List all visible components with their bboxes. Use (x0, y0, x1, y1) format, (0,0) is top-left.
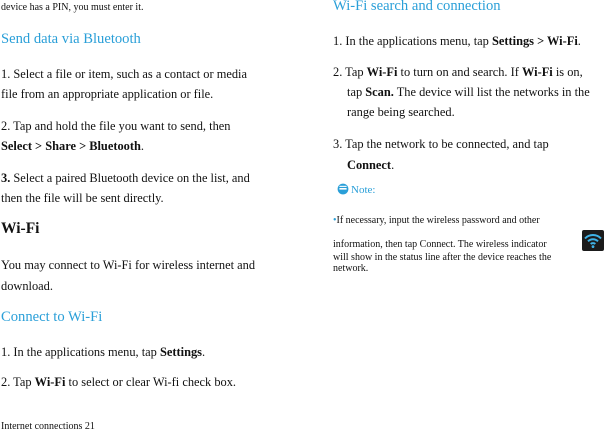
note-line4: network. (333, 263, 369, 274)
search-step1-path: Settings > Wi-Fi (491, 34, 578, 48)
wifi-search-heading: Wi-Fi search and connection (333, 0, 501, 14)
search-step3-line2: Connect. (347, 158, 395, 172)
connect-step2-text: 2. Tap (1, 375, 35, 389)
search-step3-connect: Connect (347, 158, 392, 172)
search-step2-wifi-b: Wi-Fi (521, 65, 553, 79)
search-step1: 1. In the applications menu, tap Settings > Wi-Fi. (333, 34, 581, 48)
search-step2-text-b: to turn on and search. If (397, 65, 522, 79)
search-step2-line1 (333, 62, 583, 82)
note-bullet: • (333, 215, 337, 226)
note-text-1: If necessary, input the wireless password and other (336, 215, 540, 226)
search-step2-tap: tap (347, 85, 366, 99)
connect-step1: 1. In the applications menu, tap Settings. (1, 345, 206, 359)
note-line1 (333, 215, 540, 226)
connect-step2-wifi: Wi-Fi (34, 375, 66, 389)
note-icon (337, 183, 349, 199)
wifi-heading: Wi-Fi (1, 220, 40, 237)
bt-step1-line1: 1. Select a file or item, such as a contact or media (1, 67, 247, 81)
bt-step3-line1 (1, 168, 250, 188)
bt-step3-text: Select a paired Bluetooth device on the list, and (10, 171, 250, 185)
search-step2-text-c: is on, (552, 65, 583, 79)
bt-step2-line1: 2. Tap and hold the file you want to send, then (1, 119, 231, 133)
connect-step1-text: 1. In the applications menu, tap (1, 345, 160, 359)
search-step2-wifi-a: Wi-Fi (366, 65, 398, 79)
page-footer: Internet connections 21 (1, 421, 95, 432)
wifi-intro-line1: You may connect to Wi-Fi for wireless internet and (1, 258, 256, 272)
wifi-indicator-icon (582, 230, 604, 251)
search-step2-text-d: The device will list the networks in the (393, 85, 590, 99)
note-line3: will show in the status line after the device reaches the (333, 252, 552, 263)
search-step1-text: 1. In the applications menu, tap (333, 34, 492, 48)
bluetooth-heading: Send data via Bluetooth (1, 31, 141, 47)
search-step2-text-a: 2. Tap (333, 65, 367, 79)
wifi-intro-line2: download. (1, 279, 53, 293)
bt-step1-line2: file from an appropriate application or file. (1, 87, 214, 101)
search-step3-line1: 3. Tap the network to be connected, and tap (333, 137, 549, 151)
search-step2-scan: Scan. (365, 85, 394, 99)
note-label-row (337, 183, 375, 199)
connect-step2-rest: to select or clear Wi-fi check box. (65, 375, 237, 389)
search-step2-line2 (347, 82, 590, 102)
bt-step3-line2: then the file will be sent directly. (1, 191, 164, 205)
note-line2: information, then tap Connect. The wireless indicator (333, 239, 547, 250)
connect-step2 (1, 372, 236, 392)
bt-step2-menu-path: Select > Share > Bluetooth (1, 139, 141, 153)
connect-step1-settings: Settings (159, 345, 202, 359)
connect-wifi-heading: Connect to Wi-Fi (1, 309, 103, 325)
bt-step3-number: 3. (1, 171, 11, 185)
note-label: Note: (351, 184, 376, 196)
bt-step2-line2: Select > Share > Bluetooth. (1, 139, 144, 153)
top-line: device has a PIN, you must enter it. (1, 2, 144, 13)
search-step2-line3: range being searched. (347, 105, 455, 119)
